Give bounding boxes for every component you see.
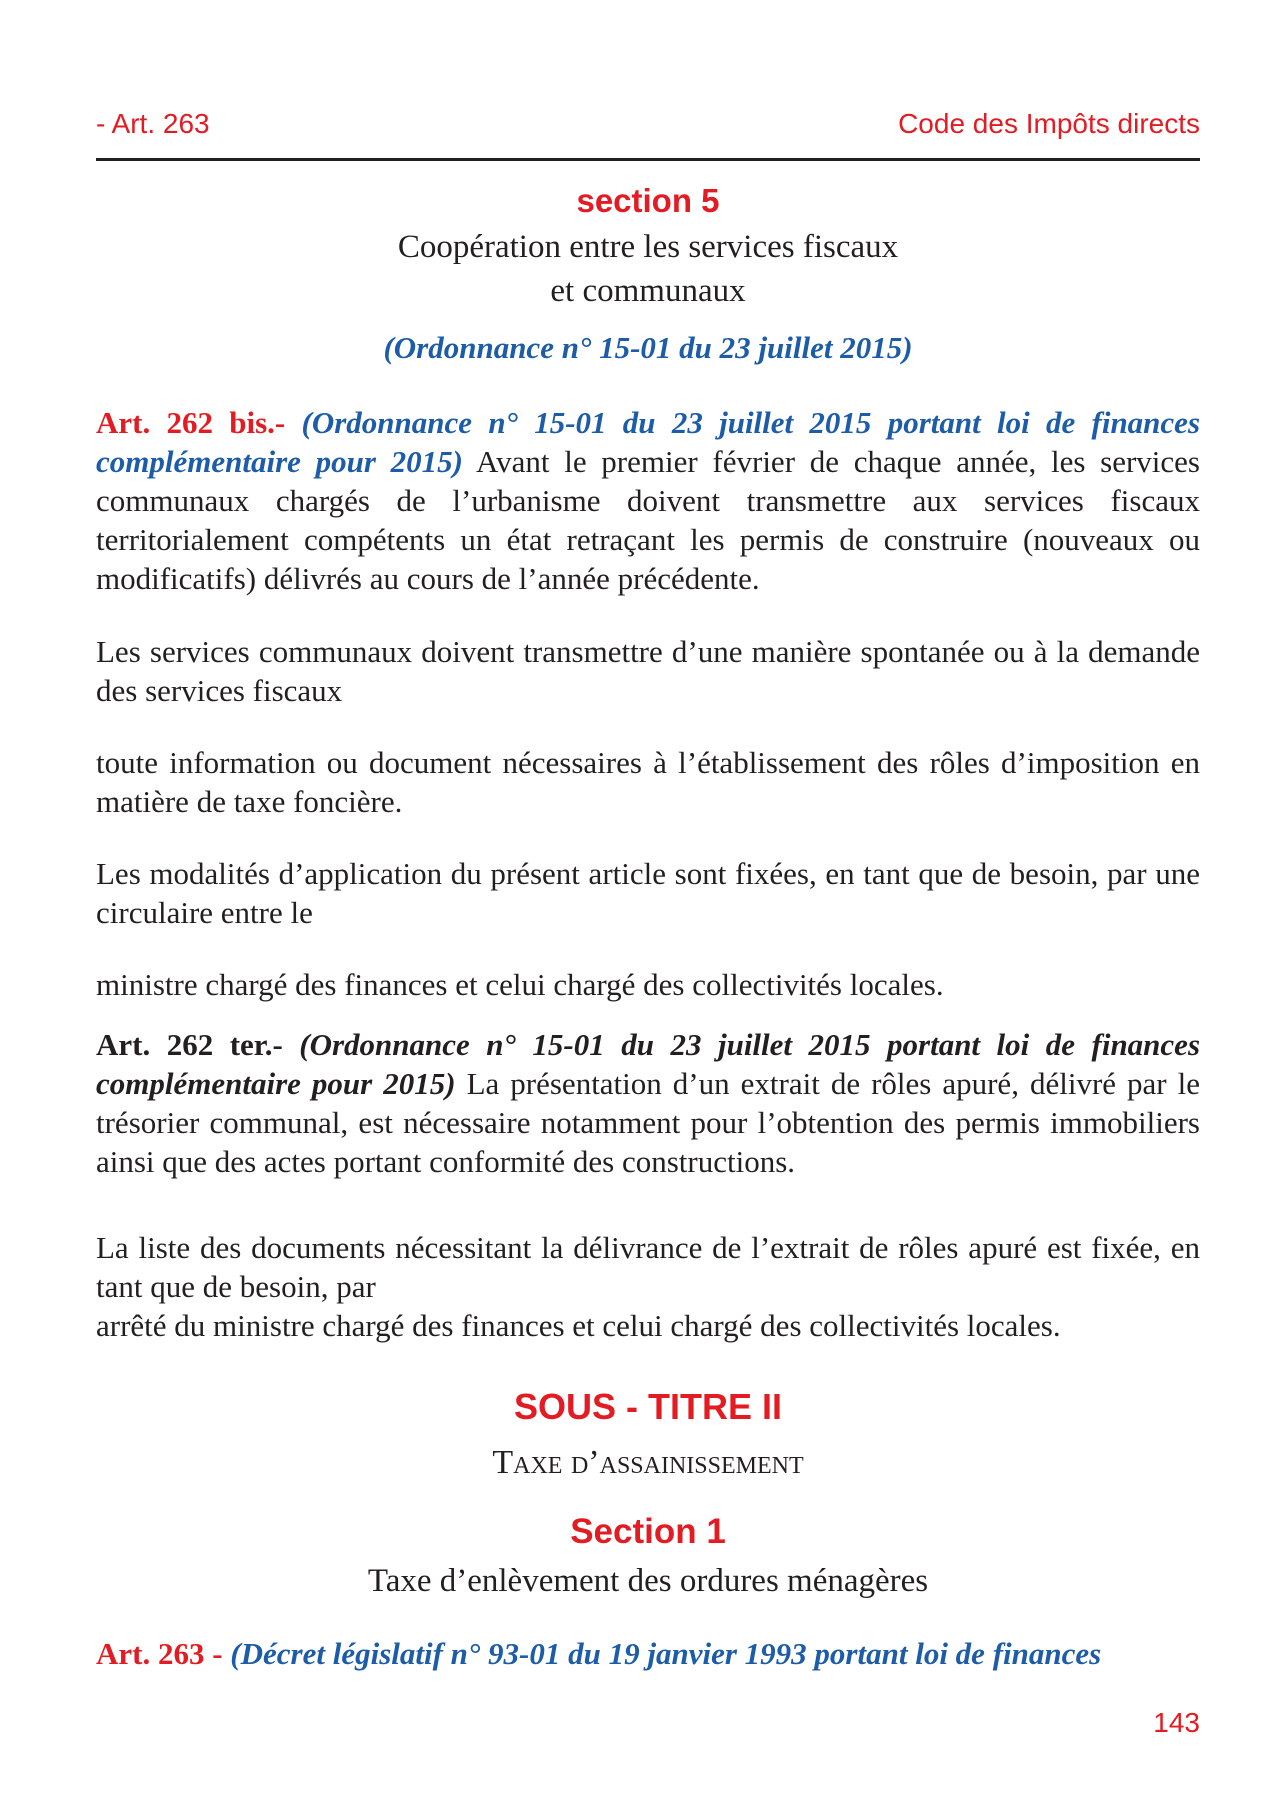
header-article-ref: - Art. 263 bbox=[96, 108, 210, 139]
header-code-title: Code des Impôts directs bbox=[898, 108, 1200, 139]
art-263-reference: (Décret législatif n° 93-01 du 19 janvier 1993 portant loi de finances bbox=[230, 1636, 1102, 1671]
art-262-bis-p5: ministre chargé des finances et celui chargé des collectivités locales. bbox=[96, 967, 944, 1002]
art-262-ter-label: Art. 262 ter.- bbox=[96, 1027, 283, 1062]
art-262-bis-p3: toute information ou document nécessaires à l’établissement des rôles d’imposition en matière de taxe foncière. bbox=[96, 745, 1200, 819]
section-5-subtitle-line2: et communaux bbox=[550, 273, 746, 309]
sous-titre-heading: SOUS - TITRE II bbox=[513, 1386, 782, 1427]
section-5-ordonnance: (Ordonnance n° 15-01 du 23 juillet 2015) bbox=[383, 330, 913, 365]
art-262-bis-reference: (Ordonnance n° 15-01 du 23 juillet 2015 portant loi de finances complémentaire pour 2015) bbox=[96, 405, 1201, 479]
art-262-ter-text: La présentation d’un extrait de rôles apuré, délivré par le trésorier communal, est nécessaire notamment pour l’obtention des permis immobiliers ainsi que des actes portant conformité des constructions. bbox=[96, 1066, 1200, 1179]
art-263-label: Art. 263 - bbox=[96, 1636, 223, 1671]
running-header bbox=[96, 108, 1200, 148]
art-262-bis-label: Art. 262 bis.- bbox=[96, 405, 286, 440]
art-262-bis-p4: Les modalités d’application du présent article sont fixées, en tant que de besoin, par une circulaire entre le bbox=[96, 856, 1200, 930]
section-1-subtitle: Taxe d’enlèvement des ordures ménagères bbox=[367, 1563, 929, 1599]
art-262-ter-paragraph bbox=[96, 1025, 1200, 1181]
art-262-bis-text: Avant le premier février de chaque année, les services communaux chargés de l’urbanisme doivent transmettre aux services fiscaux territorialement compétents un état retraçant les permis de construire (nouveaux ou modificatifs) délivrés au cours de l’année précédente. bbox=[96, 444, 1200, 596]
art-262-ter-p2a: La liste des documents nécessitant la délivrance de l’extrait de rôles apuré est fixée, en tant que de besoin, par bbox=[96, 1230, 1200, 1304]
art-262-bis-p2: Les services communaux doivent transmettre d’une manière spontanée ou à la demande des services fiscaux bbox=[96, 634, 1200, 708]
section-5-title: section 5 bbox=[576, 182, 720, 219]
sous-titre-subtitle: Taxe d’assainissement bbox=[492, 1444, 804, 1481]
art-262-ter-p2b: arrêté du ministre chargé des finances et celui chargé des collectivités locales. bbox=[96, 1308, 1061, 1343]
art-262-bis-paragraph bbox=[96, 403, 1200, 598]
section-1-title: Section 1 bbox=[570, 1512, 726, 1551]
art-263-paragraph bbox=[96, 1634, 1200, 1673]
page-number: 143 bbox=[1153, 1707, 1200, 1738]
header-rule bbox=[96, 158, 1200, 161]
art-262-ter-reference: (Ordonnance n° 15-01 du 23 juillet 2015 portant loi de finances complémentaire pour 2015) bbox=[96, 1027, 1201, 1101]
section-5-subtitle-line1: Coopération entre les services fiscaux bbox=[397, 229, 899, 265]
